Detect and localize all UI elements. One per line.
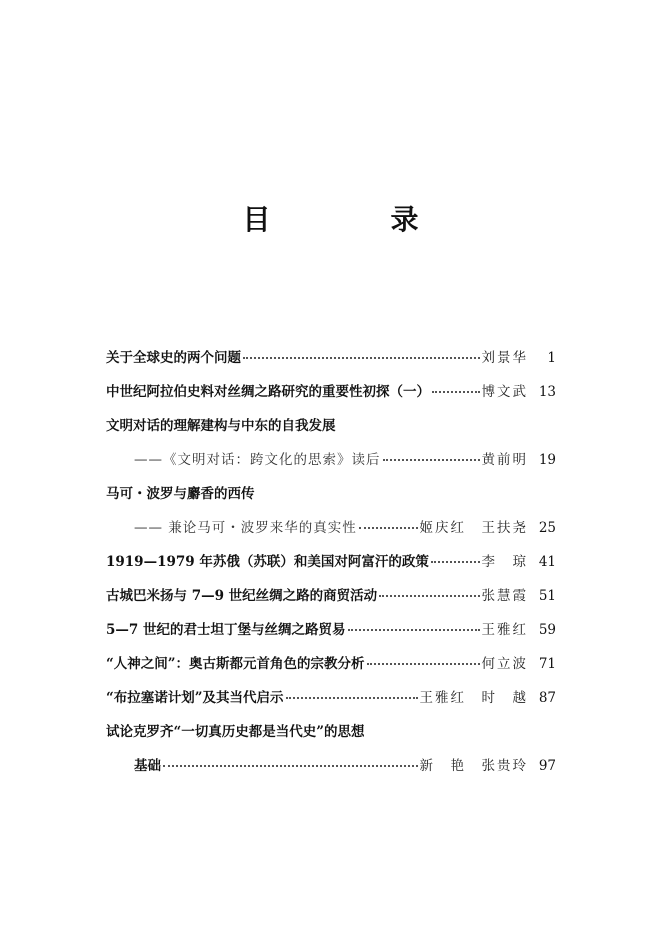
dot-leader bbox=[286, 683, 418, 699]
toc-entry[interactable] bbox=[106, 583, 556, 617]
toc-entry-subtitle[interactable] bbox=[106, 515, 556, 549]
entry-page: 1 bbox=[547, 350, 556, 366]
toc-entry-continuation[interactable] bbox=[106, 753, 556, 787]
entry-title: 文明对话的理解建构与中东的自我发展 bbox=[106, 418, 336, 434]
entry-page: 25 bbox=[538, 520, 556, 536]
toc-entry[interactable] bbox=[106, 345, 556, 379]
entry-title: 古城巴米扬与 7—9 世纪丝绸之路的商贸活动 bbox=[106, 588, 378, 604]
toc-entry-subtitle[interactable] bbox=[106, 447, 556, 481]
entry-title: “布拉塞诺计划”及其当代启示 bbox=[106, 690, 284, 706]
entry-author: 刘景华 bbox=[481, 350, 528, 366]
entry-page: 41 bbox=[538, 554, 556, 570]
entry-title: “人神之间”：奥古斯都元首角色的宗教分析 bbox=[106, 656, 365, 672]
dot-leader bbox=[359, 513, 418, 529]
entry-page: 59 bbox=[538, 622, 556, 638]
entry-page: 87 bbox=[538, 690, 556, 706]
page-title: 目 录 bbox=[242, 203, 465, 236]
dot-leader bbox=[431, 547, 480, 563]
entry-author: 何立波 bbox=[481, 656, 528, 672]
entry-page: 19 bbox=[538, 452, 556, 468]
entry-author: 李 琼 bbox=[481, 554, 528, 570]
table-of-contents bbox=[106, 345, 556, 787]
entry-page: 51 bbox=[538, 588, 556, 604]
entry-title: 试论克罗齐“一切真历史都是当代史”的思想 bbox=[106, 724, 365, 740]
toc-entry[interactable] bbox=[106, 379, 556, 413]
entry-title: 中世纪阿拉伯史料对丝绸之路研究的重要性初探（一） bbox=[106, 384, 430, 400]
toc-entry[interactable] bbox=[106, 685, 556, 719]
dot-leader bbox=[243, 343, 480, 359]
entry-author: 王雅红 bbox=[481, 622, 528, 638]
entry-page: 71 bbox=[538, 656, 556, 672]
toc-entry[interactable] bbox=[106, 719, 556, 753]
entry-subtitle: ——《文明对话：跨文化的思索》读后 bbox=[134, 452, 381, 468]
entry-author: 博文武 bbox=[481, 384, 528, 400]
entry-page: 13 bbox=[538, 384, 556, 400]
toc-entry[interactable] bbox=[106, 651, 556, 685]
dot-leader bbox=[348, 615, 480, 631]
toc-entry[interactable] bbox=[106, 413, 556, 447]
entry-subtitle: —— 兼论马可・波罗来华的真实性 bbox=[134, 520, 357, 536]
dot-leader bbox=[163, 751, 418, 767]
dot-leader bbox=[367, 649, 480, 665]
entry-author: 王雅红 时 越 bbox=[419, 690, 528, 706]
entry-title: 关于全球史的两个问题 bbox=[106, 350, 241, 366]
entry-author: 姬庆红 王扶尧 bbox=[419, 520, 528, 536]
entry-author: 张慧霞 bbox=[481, 588, 528, 604]
entry-page: 97 bbox=[538, 758, 556, 774]
entry-title: 基础 bbox=[134, 758, 161, 774]
dot-leader bbox=[383, 445, 480, 461]
toc-entry[interactable] bbox=[106, 617, 556, 651]
entry-title: 马可・波罗与麝香的西传 bbox=[106, 486, 255, 502]
entry-title: 5—7 世纪的君士坦丁堡与丝绸之路贸易 bbox=[106, 622, 346, 638]
entry-author: 新 艳 张贵玲 bbox=[419, 758, 528, 774]
dot-leader bbox=[379, 581, 479, 597]
toc-entry[interactable] bbox=[106, 549, 556, 583]
toc-entry[interactable] bbox=[106, 481, 556, 515]
entry-title: 1919—1979 年苏俄（苏联）和美国对阿富汗的政策 bbox=[106, 554, 429, 570]
entry-author: 黄前明 bbox=[481, 452, 528, 468]
dot-leader bbox=[432, 377, 480, 393]
